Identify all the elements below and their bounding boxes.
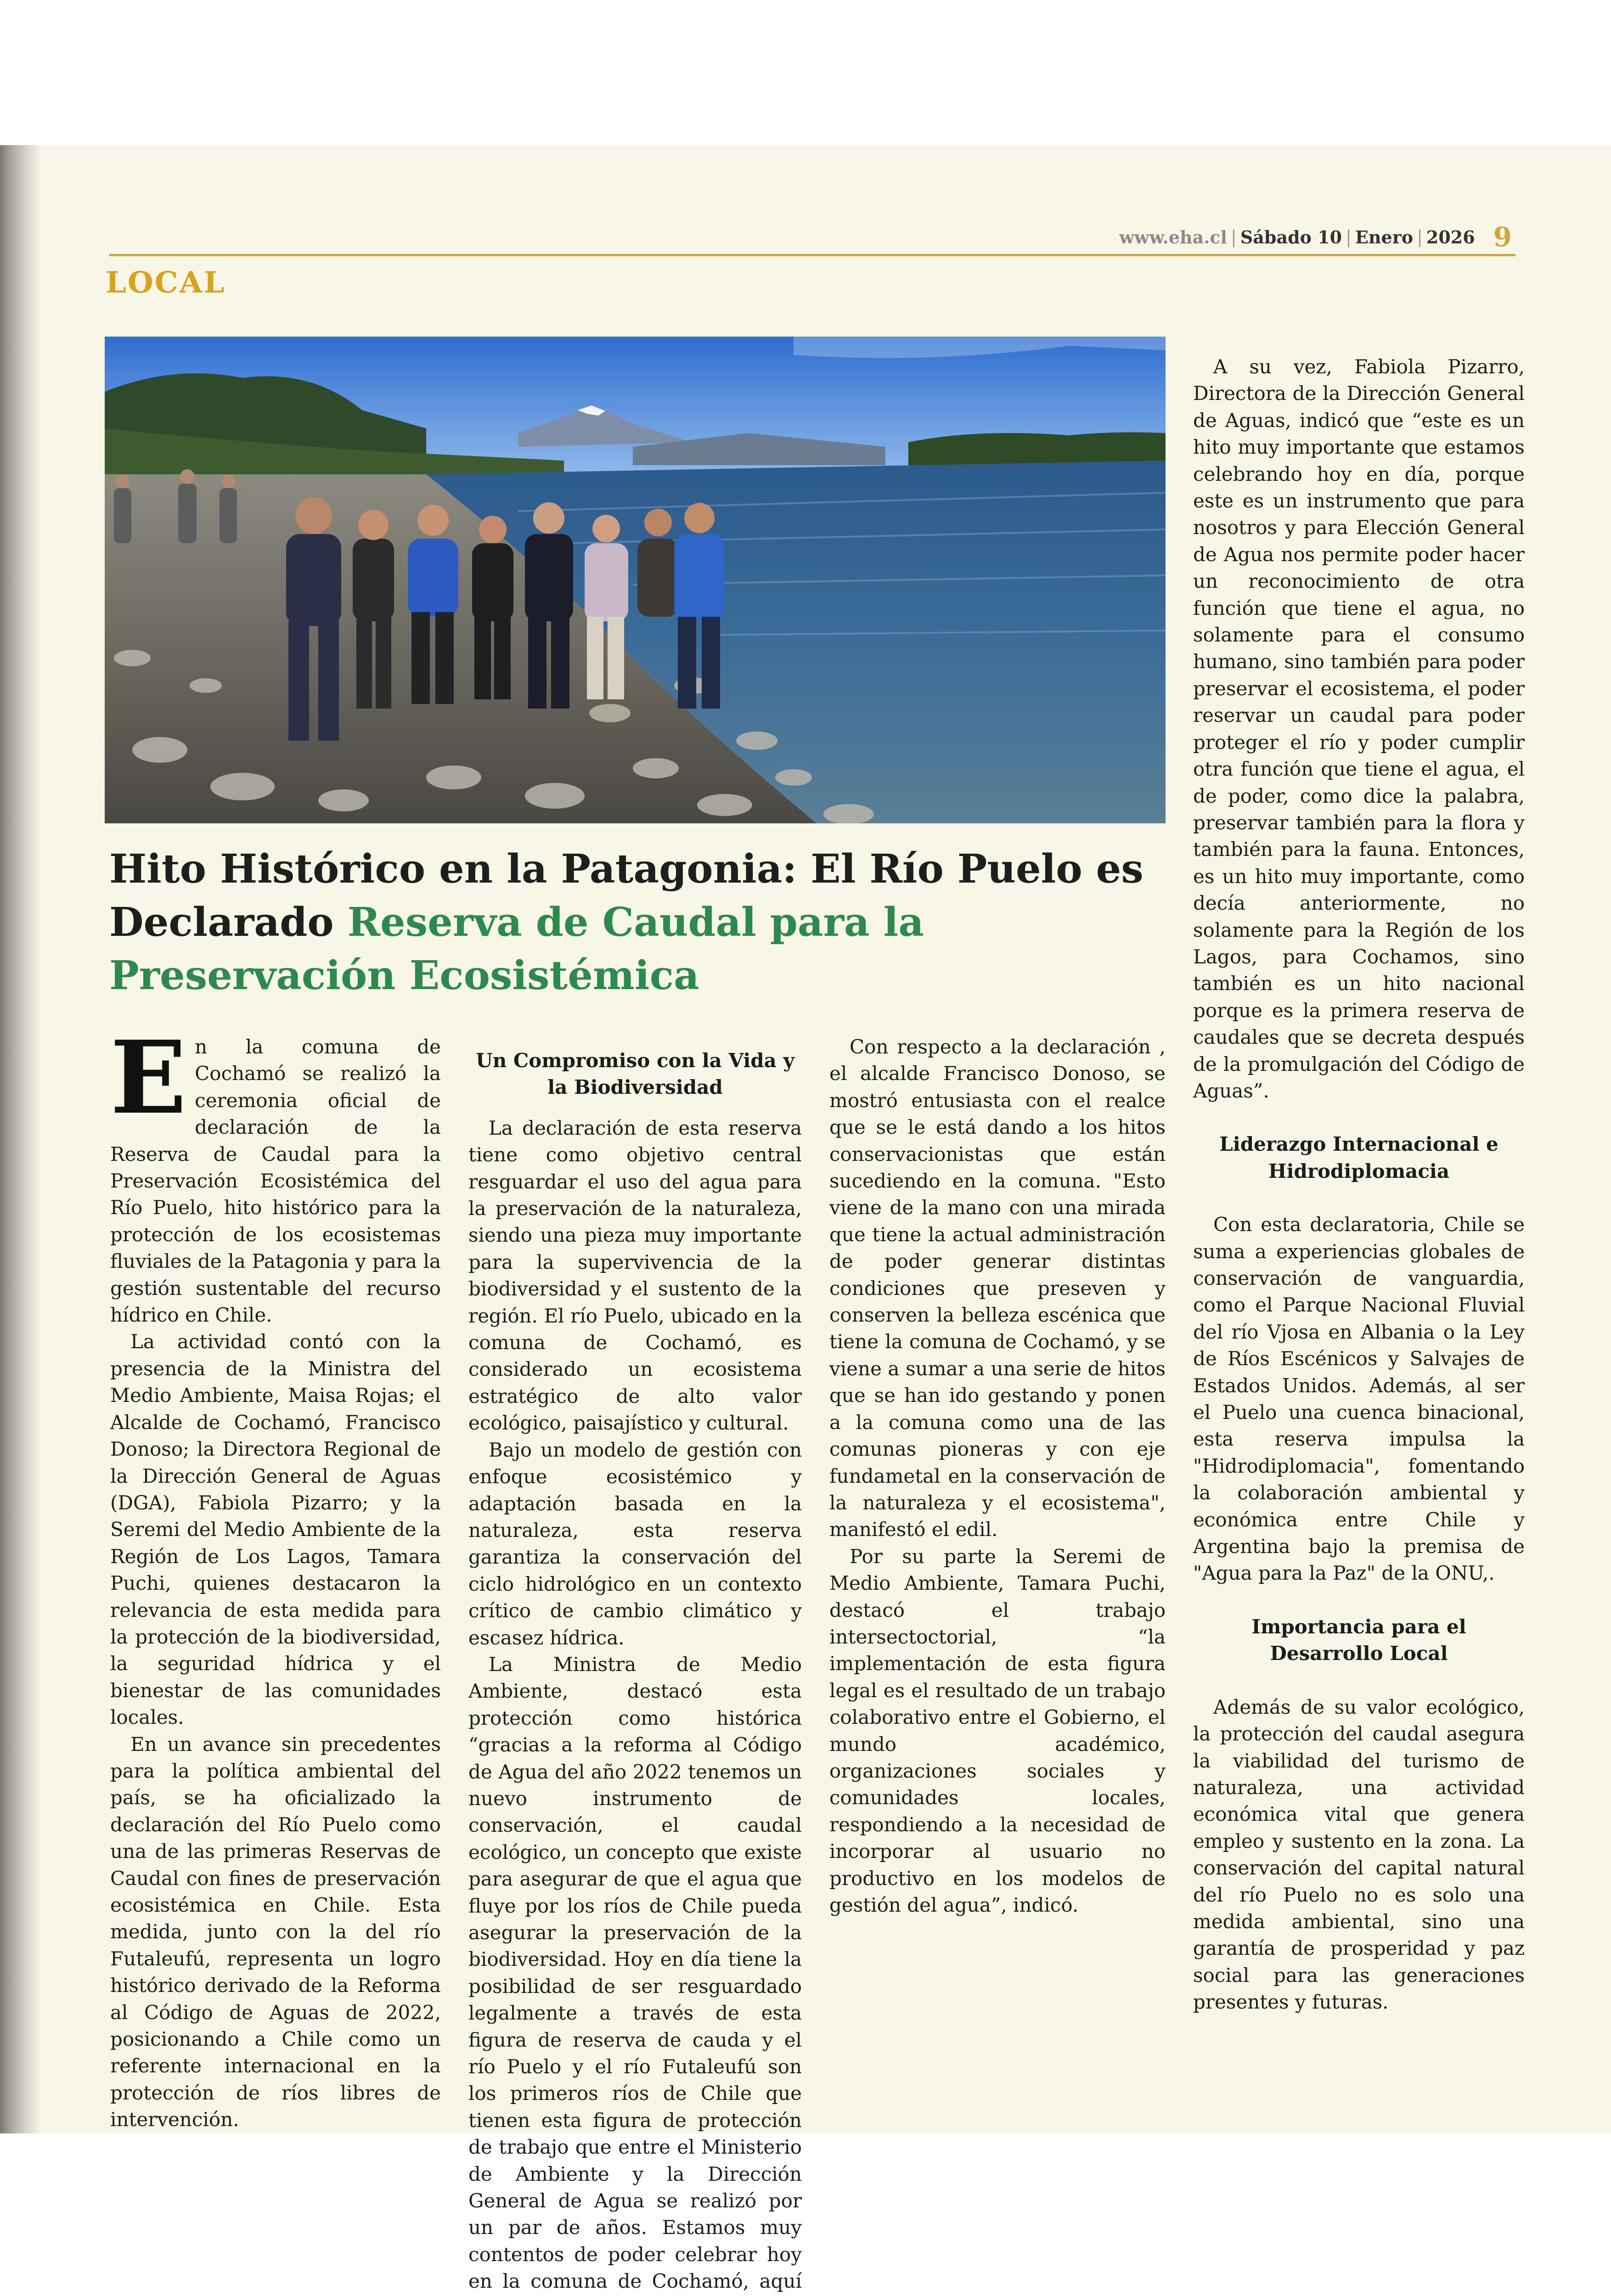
subheading-compromiso: Un Compromiso con la Vida y la Biodiversidad	[476, 1049, 794, 1099]
subheading-desarrollo-local: Importancia para el Desarrollo Local	[1251, 1615, 1466, 1665]
subheading-liderazgo: Liderazgo Internacional e Hidrodiplomacia	[1219, 1133, 1498, 1182]
headline-part-1: Hito Histórico en la Patagonia: El Río Puelo es Declarado	[109, 846, 1143, 945]
article-column-3	[829, 1034, 1166, 1919]
issue-year: 2026	[1426, 226, 1475, 248]
article-column-1	[110, 1019, 441, 2133]
section-label: LOCAL	[106, 265, 226, 300]
separator: |	[1417, 227, 1423, 247]
separator: |	[1346, 227, 1352, 247]
article-paragraph: Además de su valor ecológico, la protección del caudal asegura la viabilidad del turismo de naturaleza, una actividad económica vital que genera empleo y sustento en la zona. La conservación del capital natural del río Puelo no es solo una medida ambiental, sino una garantía de prosperidad y paz social para las generaciones presentes y futuras.	[1193, 1695, 1525, 2014]
drop-cap: E	[110, 1019, 187, 1137]
page-number: 9	[1493, 221, 1512, 253]
article-paragraph: A su vez, Fabiola Pizarro, Directora de la Dirección General de Aguas, indicó que “este es un hito muy importante que estamos celebrando hoy en día, porque este es un instrumento que para nosotros y para Elección General de Agua nos permite poder hacer un reconocimiento de otra función que tiene el agua, no solamente para el consumo humano, sino también para poder preservar el ecosistema, el poder reservar un caudal para poder proteger el río y poder cumplir otra función que tiene el agua, el de poder, como dice la palabra, preservar también para la flora y también para la fauna. Entonces, es un hito muy importante, como decía anteriormente, no solamente para la Región de los Lagos, para Cochamos, sino también es un hito nacional porque es la primera reserva de caudales que se decreta después de la promulgación del Código de Aguas”.	[1193, 355, 1525, 1102]
river-group-photo	[105, 337, 1166, 823]
article-photo	[105, 337, 1166, 823]
article-column-2	[468, 1034, 802, 2296]
article-paragraph: La actividad contó con la presencia de la Ministra del Medio Ambiente, Maisa Rojas; el Alcalde de Cochamó, Francisco Donoso; la Directora Regional de la Dirección General de Aguas (DGA), Fabiola Pizarro; y la Seremi del Medio Ambiente de la Región de Los Lagos, Tamara Puchi, quienes destacaron la relevancia de esta medida para la protección de la biodiversidad, la seguridad hídrica y el bienestar de las comunidades locales.	[110, 1330, 441, 1729]
article-paragraph: Bajo un modelo de gestión con enfoque ecosistémico y adaptación basada en la naturaleza, esta reserva garantiza la conservación del ciclo hidrológico en un contexto crítico de cambio climático y escasez hídrica.	[468, 1438, 802, 1649]
issue-day: Sábado 10	[1240, 226, 1342, 248]
article-paragraph: Por su parte la Seremi de Medio Ambiente, Tamara Puchi, destacó el trabajo intersectoctorial, “la implementación de esta figura legal es el resultado de un trabajo colaborativo entre el Gobierno, el mundo académico, organizaciones sociales y comunidades locales, respondiendo a la necesidad de incorporar al usuario no productivo en los modelos de gestión del agua”, indicó.	[829, 1545, 1166, 1916]
article-paragraph: La Ministra de Medio Ambiente, destacó esta protección como histórica “gracias a la reforma al Código de Agua del año 2022 tenemos un nuevo instrumento de conservación, el caudal ecológico, un concepto que existe para asegurar de que el agua que fluye por los ríos de Chile pueda asegurar la preservación de la biodiversidad. Hoy en día tiene la posibilidad de ser resguardado legalmente a través de esta figura de reserva de cauda y el río Puelo y el río Futaleufú son los primeros ríos de Chile que tienen esta figura de protección de trabajo que entre el Ministerio de Ambiente y la Dirección General de Agua se realizó por un par de años. Estamos muy contentos de poder celebrar hoy en la comuna de Cochamó, aquí	[468, 1653, 802, 2293]
article-headline	[109, 843, 1166, 1002]
article-paragraph: n la comuna de Cochamó se realizó la ceremonia oficial de declaración de la Reserva de Caudal para la Preservación Ecosistémica del Río Puelo, hito histórico para la protección de los ecosistemas fluviales de la Patagonia y para la gestión sustentable del recurso hídrico en Chile.	[110, 1035, 441, 1327]
page-binding-shadow	[0, 145, 41, 2133]
article-paragraph: La declaración de esta reserva tiene como objetivo central resguardar el uso del agua para la preservación de la naturaleza, siendo una pieza muy importante para la supervivencia de la biodiversidad y el sustento de la región. El río Puelo, ubicado en la comuna de Cochamó, es considerado un ecosistema estratégico de alto valor ecológico, paisajístico y cultural.	[468, 1116, 802, 1435]
site-url[interactable]: www.eha.cl	[1119, 226, 1227, 248]
separator: |	[1231, 227, 1237, 247]
article-paragraph: Con respecto a la declaración , el alcalde Francisco Donoso, se mostró entusiasta con el realce que se le está dando a los hitos conservacionistas que están sucediendo en la comuna. "Esto viene de la mano con una mirada que tiene la actual administración de poder generar distintas condiciones que preseven y conserven la belleza escénica que tiene la comuna de Cochamó, y se viene a sumar a una serie de hitos que se han ido gestando y ponen a la comuna como una de las comunas pioneras y con eje fundametal en la conservación de la naturaleza y el ecosistema", manifestó el edil.	[829, 1035, 1166, 1541]
headline-part-2: Reserva de Caudal para la Preservación Ecosistémica	[109, 899, 924, 999]
article-paragraph: Con esta declaratoria, Chile se suma a experiencias globales de conservación de vanguardia, como el Parque Nacional Fluvial del río Vjosa en Albania o la Ley de Ríos Escénicos y Salvajes de Estados Unidos. Además, al ser el Puelo una cuenca binacional, esta reserva impulsa la "Hidrodiplomacia", fomentando la colaboración ambiental y económica entre Chile y Argentina bajo la premisa de "Agua para la Paz" de la ONU,.	[1193, 1213, 1525, 1585]
article-column-4	[1193, 354, 1525, 2016]
header-rule	[109, 254, 1515, 256]
masthead	[1119, 221, 1512, 253]
article-paragraph: En un avance sin precedentes para la política ambiental del país, se ha oficializado la declaración del Río Puelo como una de las primeras Reservas de Caudal con fines de preservación ecosistémica en Chile. Esta medida, junto con la del río Futaleufú, representa un logro histórico derivado de la Reforma al Código de Aguas de 2022, posicionando a Chile como un referente internacional en la protección de ríos libres de intervención.	[110, 1733, 441, 2131]
issue-month: Enero	[1355, 226, 1414, 248]
